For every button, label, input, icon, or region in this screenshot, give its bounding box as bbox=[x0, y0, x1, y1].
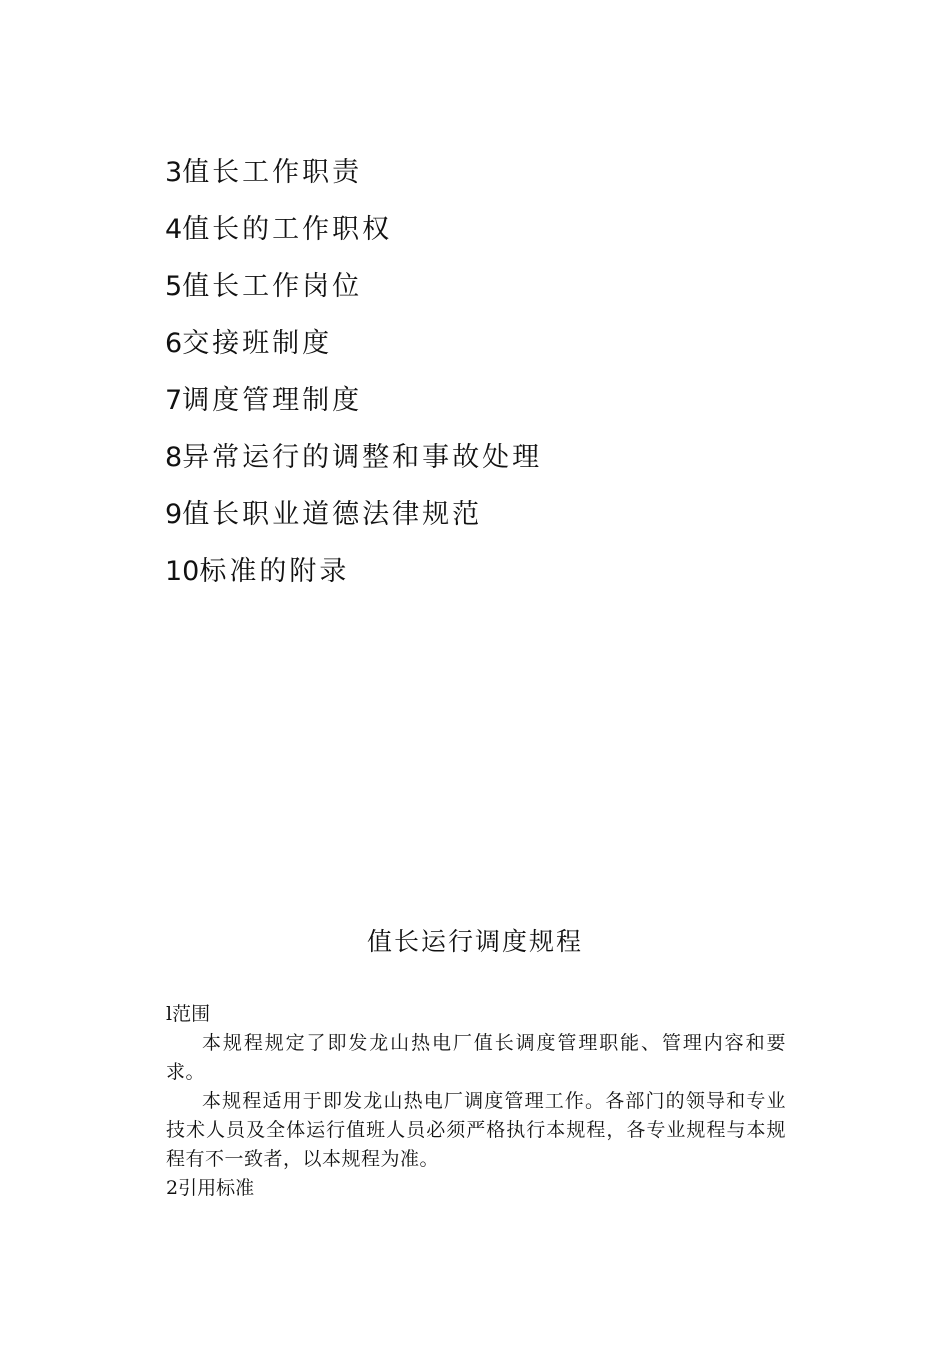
toc-item-text: 值长职业道德法律规范 bbox=[182, 499, 483, 530]
toc-item-text: 值长工作职责 bbox=[182, 157, 363, 188]
toc-item-number: 7 bbox=[165, 385, 183, 416]
toc-item-text: 交接班制度 bbox=[182, 328, 333, 359]
toc-item bbox=[165, 492, 865, 549]
toc-item-number: 9 bbox=[165, 499, 183, 530]
toc-item bbox=[165, 264, 865, 321]
table-of-contents bbox=[165, 150, 865, 606]
document-body bbox=[166, 1000, 786, 1203]
paragraph: 本规程规定了即发龙山热电厂值长调度管理职能、管理内容和要求。 bbox=[166, 1032, 786, 1083]
paragraph: 本规程适用于即发龙山热电厂调度管理工作。各部门的领导和专业技术人员及全体运行值班人员必须严格执行本规程，各专业规程与本规程有不一致者，以本规程为准。 bbox=[166, 1090, 786, 1170]
toc-item-text: 值长工作岗位 bbox=[182, 271, 363, 302]
document-title: 值长运行调度规程 bbox=[366, 927, 583, 956]
toc-item-number: 4 bbox=[165, 214, 183, 245]
toc-item bbox=[165, 207, 865, 264]
toc-item-text: 值长的工作职权 bbox=[182, 214, 393, 245]
toc-item-number: 10 bbox=[165, 556, 200, 587]
toc-item-number: 8 bbox=[165, 442, 183, 473]
toc-item-number: 6 bbox=[165, 328, 183, 359]
toc-item bbox=[165, 378, 865, 435]
toc-item bbox=[165, 150, 865, 207]
toc-item bbox=[165, 435, 865, 492]
section-heading-scope: l范围 bbox=[166, 1003, 211, 1025]
toc-item-text: 调度管理制度 bbox=[182, 385, 363, 416]
section-heading-references: 2引用标准 bbox=[166, 1177, 255, 1199]
toc-item-number: 5 bbox=[165, 271, 183, 302]
toc-item bbox=[165, 321, 865, 378]
toc-item-number: 3 bbox=[165, 157, 183, 188]
toc-item-text: 异常运行的调整和事故处理 bbox=[182, 442, 543, 473]
toc-item-text: 标准的附录 bbox=[199, 556, 350, 587]
toc-item bbox=[165, 549, 865, 606]
